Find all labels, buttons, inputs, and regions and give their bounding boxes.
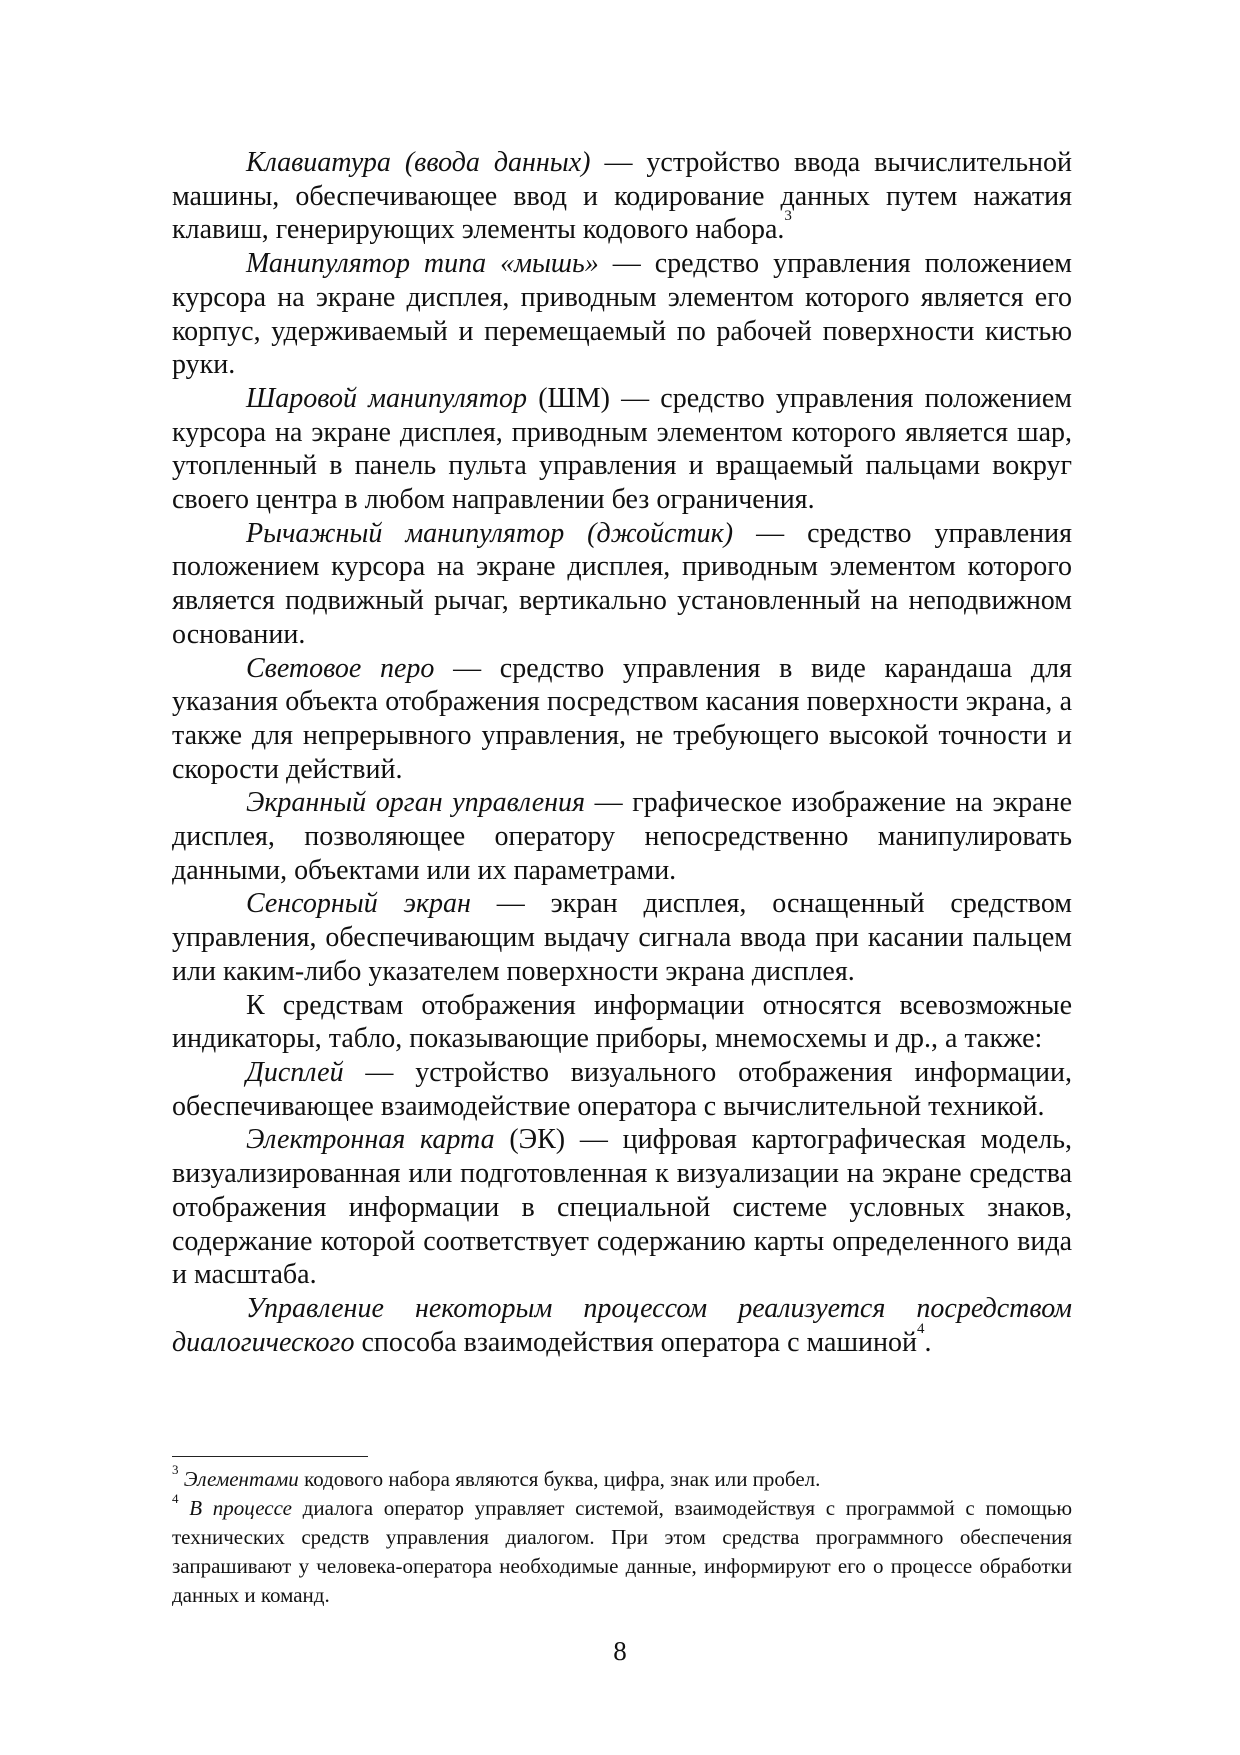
footnote-separator — [172, 1456, 368, 1457]
definition-mouse — [172, 247, 1072, 382]
main-text-body — [172, 146, 1072, 1359]
term: Экранный орган управления — [246, 787, 586, 819]
definition-text: — экран дисплея, оснащенный средством управления, обеспечивающим выдачу сигнала ввода при касании пальцем или каким-либо указателем поверхности экрана дисплея. — [172, 888, 1073, 987]
display-means-intro — [172, 989, 1072, 1056]
footnotes — [172, 1462, 1073, 1610]
abbreviation: (ЭК) — [494, 1124, 566, 1156]
footnote-4 — [172, 1491, 1073, 1610]
term: Сенсорный экран — [246, 888, 471, 920]
definition-touchscreen — [172, 887, 1072, 988]
footnote-text: кодового набора являются буква, цифра, знак или пробел. — [298, 1467, 821, 1491]
definition-electronic-map — [172, 1123, 1072, 1292]
definition-light-pen — [172, 652, 1072, 787]
definition-text: — средство управления положением курсора на экране дисплея, приводным элементом которого является подвижный рычаг, вертикально установленный на неподвижном основании. — [172, 517, 1073, 650]
footnote-3 — [172, 1462, 1072, 1494]
footnote-number: 3 — [172, 1462, 179, 1477]
definition-text: — графическое изображение на экране дисплея, позволяющее оператору непосредственно манипулировать данными, объектами или их параметрами. — [172, 787, 1073, 886]
definition-trackball — [172, 382, 1072, 517]
paragraph-text: способа взаимодействия оператора с машиной — [354, 1326, 917, 1358]
definition-keyboard — [172, 146, 1072, 247]
footnote-term: В процессе — [189, 1496, 292, 1520]
footnote-number: 4 — [172, 1491, 179, 1506]
definition-screen-control — [172, 786, 1072, 887]
term: Управление некоторым процессом реализуется посредством диалогического — [172, 1292, 1072, 1358]
definition-text: — цифровая картографическая модель, визуализированная или подготовленная к визуализации на экране средства отображения информации в специальной системе условных знаков, содержание которой соответствует содержанию карты определенного вида и масштаба. — [172, 1124, 1072, 1291]
term: Манипулятор типа «мышь» — [246, 248, 599, 280]
definition-text: — средство управления положением курсора на экране дисплея, приводным элементом которого является шар, утопленный в панель пульта управления и вращаемый пальцами вокруг своего центра в любом направлении без ограничения. — [172, 382, 1072, 516]
definition-display — [172, 1056, 1072, 1123]
abbreviation: (ШМ) — [527, 382, 610, 414]
footnote-ref: 4 — [916, 1320, 925, 1337]
definition-text: — средство управления положением курсора на экране дисплея, приводным элементом которого является его корпус, удерживаемый и перемещаемый по рабочей поверхности кистью руки. — [172, 248, 1072, 381]
term: Дисплей — [246, 1056, 344, 1088]
footnote-ref: 3 — [784, 208, 792, 225]
dialog-control-paragraph — [172, 1292, 1072, 1359]
footnote-text: диалога оператор управляет системой, взаимодействуя с программой с помощью технических средств управления диалогом. При этом средства программного обеспечения запрашивают у человека-оператора необходимые данные, информируют его о процессе обработки данных и команд. — [172, 1496, 1073, 1607]
term: Электронная карта — [246, 1124, 495, 1156]
definition-joystick — [172, 517, 1072, 652]
definition-text: — средство управления в виде карандаша для указания объекта отображения посредством касания поверхности экрана, а также для непрерывного управления, не требующего высокой точности и скорости действий. — [172, 652, 1072, 785]
paragraph-text: К средствам отображения информации относятся всевозможные индикаторы, табло, показывающие приборы, мнемосхемы и др., а также: — [172, 989, 1072, 1055]
term: Рычажный манипулятор (джойстик) — [246, 517, 734, 549]
page-number: 8 — [613, 1636, 627, 1666]
definition-text: — устройство ввода вычислительной машины, обеспечивающее ввод и кодирование данных путем нажатия клавиш, генерирующих элементы кодового набора. — [172, 147, 1072, 246]
footnote-term: Элементами — [183, 1467, 299, 1491]
paragraph-tail: . — [924, 1326, 932, 1358]
term: Клавиатура (ввода данных) — [246, 147, 591, 178]
term: Шаровой манипулятор — [246, 382, 528, 414]
definition-text: — устройство визуального отображения информации, обеспечивающее взаимодействие оператора с вычислительной техникой. — [172, 1056, 1072, 1122]
term: Световое перо — [246, 652, 435, 684]
